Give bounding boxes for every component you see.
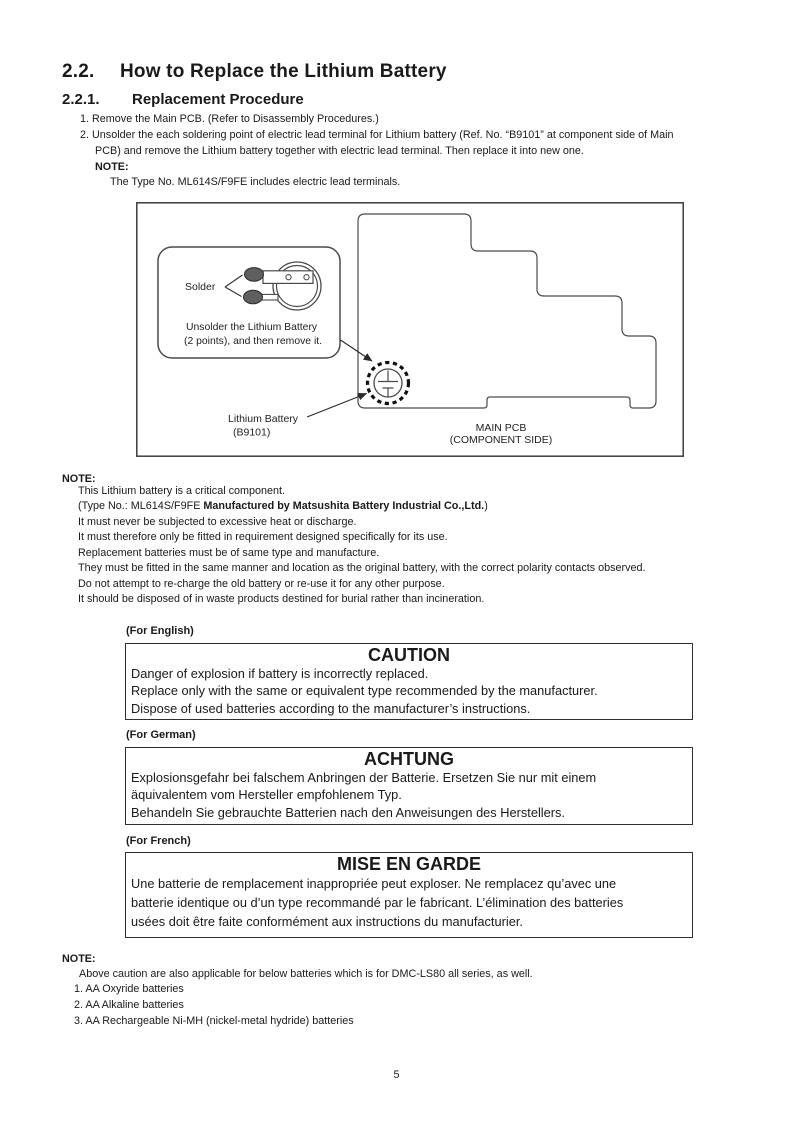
solder-label: Solder (185, 281, 216, 293)
pcb-diagram-svg (136, 202, 684, 457)
caution-title-french: MISE EN GARDE (336, 854, 482, 874)
solder-blob-bottom (244, 290, 263, 304)
note2-line4: It must therefore only be fitted in requirement designed specifically for its use. (78, 531, 448, 544)
note2-line2-prefix: (Type No.: ML614S/F9FE (78, 500, 204, 513)
caution-label-german: (For German) (126, 729, 196, 741)
note2-line3: It must never be subjected to excessive heat or discharge. (78, 515, 357, 528)
note3-item2: 2. AA Alkaline batteries (74, 999, 184, 1011)
battery-location-marker (368, 363, 409, 404)
caution-label-french: (For French) (126, 835, 191, 847)
caution-en-line3: Dispose of used batteries according to the manufacturer’s instructions. (131, 700, 531, 716)
subsection-title: Replacement Procedure (132, 91, 304, 108)
note2-line2-suffix: ) (484, 500, 488, 513)
note2-lines (78, 484, 646, 608)
note3-item3: 3. AA Rechargeable Ni-MH (nickel-metal hydride) batteries (74, 1015, 354, 1027)
caution-de-line2: äquivalentem vom Hersteller empfohlenem Typ. (131, 787, 402, 803)
note2-line7: Do not attempt to re-charge the old battery or re-use it for any other purpose. (78, 577, 445, 590)
caution-de-line1: Explosionsgefahr bei falschem Anbringen der Batterie. Ersetzen Sie nur mit einem (131, 770, 597, 785)
section-title: How to Replace the Lithium Battery (120, 61, 447, 82)
callout-text-line2: (2 points), and then remove it. (184, 336, 323, 347)
subsection-heading (62, 91, 304, 108)
terminal-hole-left (286, 275, 291, 280)
caution-fr-line2: batterie identique ou d’un type recommandé par le fabricant. L’élimination des batteries (131, 895, 624, 910)
note3-item1: 1. AA Oxyride batteries (74, 983, 184, 995)
section-number: 2.2. (62, 61, 95, 82)
note2-line5: Replacement batteries must be of same type and manufacture. (78, 546, 380, 559)
caution-en-line1: Danger of explosion if battery is incorrectly replaced. (131, 666, 429, 681)
battery-label-line1: Lithium Battery (228, 413, 299, 425)
note2-line1: This Lithium battery is a critical component. (78, 485, 286, 497)
note2-line2-bold: Manufactured by Matsushita Battery Industrial Co.,Ltd. (203, 500, 485, 513)
note3-intro: Above caution are also applicable for below batteries which is for DMC-LS80 all series, as well. (79, 968, 533, 980)
note2-line8: It should be disposed of in waste products destined for burial rather than incineration. (78, 593, 485, 606)
caution-title-german: ACHTUNG (364, 749, 454, 769)
caution-box-german (125, 747, 693, 825)
callout-text-line1: Unsolder the Lithium Battery (186, 322, 318, 333)
procedure-step-2-line1: 2. Unsolder the each soldering point of electric lead terminal for Lithium battery (Ref. No. “B9101” at component side of Main (80, 129, 674, 141)
procedure-step-1: 1. Remove the Main PCB. (Refer to Disassembly Procedures.) (80, 113, 379, 125)
caution-label-english: (For English) (126, 625, 194, 637)
terminal-hole-right (304, 275, 309, 280)
battery-outer-circle (273, 262, 321, 310)
caution-de-line3: Behandeln Sie gebrauchte Batterien nach den Anweisungen des Herstellers. (131, 804, 565, 820)
procedure-note-label: NOTE: (95, 161, 129, 173)
caution-box-english (125, 643, 693, 720)
caution-title-english: CAUTION (368, 645, 450, 665)
pcb-diagram (136, 202, 684, 457)
caution-fr-line3: usées doit être faite conformément aux instructions du manufacturier. (131, 914, 523, 929)
section-heading (62, 61, 447, 83)
solder-blob-top (245, 268, 264, 282)
procedure-step-2-line2: PCB) and remove the Lithium battery together with electric lead terminal. Then replace it into new one. (95, 145, 584, 157)
note2-line2 (78, 499, 646, 514)
note2-line6: They must be fitted in the same manner and location as the original battery, with the correct polarity contacts observed. (78, 562, 646, 575)
battery-label-line2: (B9101) (233, 426, 271, 439)
pcb-label-line1: MAIN PCB (475, 422, 527, 434)
page-number: 5 (393, 1069, 400, 1081)
caution-box-french (125, 852, 693, 938)
note3-label: NOTE: (62, 953, 96, 965)
caution-en-line2: Replace only with the same or equivalent type recommended by the manufacturer. (131, 683, 598, 699)
pcb-label-line2: (COMPONENT SIDE) (449, 434, 553, 446)
procedure-note-text: The Type No. ML614S/F9FE includes electric lead terminals. (110, 176, 401, 188)
note2-label: NOTE: (62, 473, 96, 485)
caution-fr-line1: Une batterie de remplacement inappropriée peut exploser. Ne remplacez qu’avec une (131, 876, 617, 891)
subsection-number: 2.2.1. (62, 91, 100, 108)
